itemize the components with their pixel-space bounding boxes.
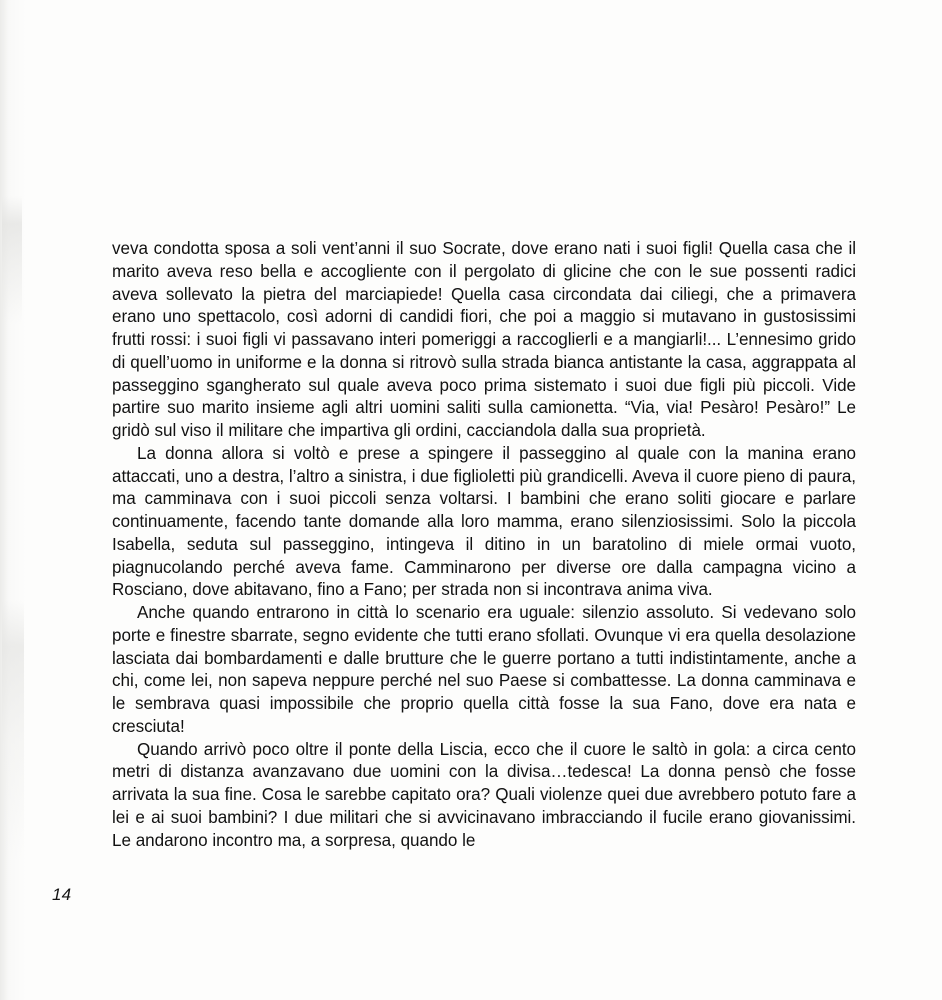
body-text-column [112, 238, 856, 852]
scan-edge-shadow [0, 0, 26, 1000]
scan-streak-lower [2, 600, 24, 860]
paragraph-la-donna: La donna allora si voltò e prese a spingere il passeggino al quale con la manina erano attaccati, uno a destra, l’altro a sinistra, i due figlioletti più grandicelli. Aveva il cuore pieno di paura, ma camminava con i suoi piccoli senza voltarsi. I bambini che erano soliti giocare e parlare continuamente, facendo tante domande alla loro mamma, erano silenziosissimi. Solo la piccola Isabella, seduta sul passeggino, intingeva il ditino in un baratolino di miele ormai vuoto, piagnucolando perché aveva fame. Camminarono per diverse ore dalla campagna vicino a Rosciano, dove abitavano, fino a Fano; per strada non si incontrava anima viva. [112, 443, 856, 600]
paragraph-continuation: veva condotta sposa a soli vent’anni il suo Socrate, dove erano nati i suoi figli! Quella casa che il marito aveva reso bella e accogliente con il pergolato di glicine che con le sue possenti radici aveva sollevato la pietra del marciapiede! Quella casa circondata dai ciliegi, che a primavera erano uno spettacolo, così adorni di candidi fiori, che poi a maggio si mutavano in gustosissimi frutti rossi: i suoi figli vi passavano interi pomeriggi a raccoglierli e a mangiarli!... L’ennesimo grido di quell’uomo in uniforme e la donna si ritrovò sulla strada bianca antistante la casa, aggrappata al passeggino sgangherato sul quale aveva poco prima sistemato i suoi due figli più piccoli. Vide partire suo marito insieme agli altri uomini saliti sulla camionetta. “Via, via! Pesàro! Pesàro!” Le gridò sul viso il militare che impartiva gli ordini, cacciandola dalla sua proprietà. [112, 239, 856, 440]
paragraph-anche-quando: Anche quando entrarono in città lo scenario era uguale: silenzio assoluto. Si vedevano solo porte e finestre sbarrate, segno evidente che tutti erano sfollati. Ovunque vi era quella desolazione lasciata dai bombardamenti e dalle brutture che le guerre portano a tutti indistintamente, anche a chi, come lei, non sapeva neppure perché nel suo Paese si combattesse. La donna camminava e le sembrava quasi impossibile che proprio quella città fosse la sua Fano, dove era nata e cresciuta! [112, 603, 856, 736]
scan-streak-upper [2, 196, 22, 324]
paragraph-quando-arrivo: Quando arrivò poco oltre il ponte della Liscia, ecco che il cuore le saltò in gola: a circa cento metri di distanza avanzavano due uomini con la divisa…tedesca! La donna pensò che fosse arrivata la sua fine. Cosa le sarebbe capitato ora? Quali violenze quei due avrebbero potuto fare a lei e ai suoi bambini? I due militari che si avvicinavano imbracciando il fucile erano giovanissimi. Le andarono incontro ma, a sorpresa, quando le [112, 739, 856, 850]
page-number: 14 [52, 885, 72, 904]
